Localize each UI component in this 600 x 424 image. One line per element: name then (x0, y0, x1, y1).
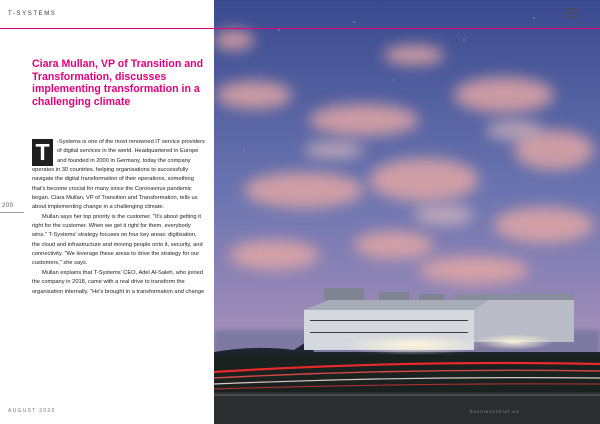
page-number-rule (0, 212, 24, 213)
article-body (32, 138, 206, 297)
article-headline: Ciara Mullan, VP of Transition and Transformation, discusses implementing transformation in a challenging climate (32, 58, 204, 108)
header-rule (0, 28, 600, 29)
article-paragraph: -Systems is one of the most renowned IT service providers of digital services in the world. Headquartered in Europe and founded in 2000 in Germany, today the company operates in 30 countries, helping organisations to successfully navigate the digital transformation of their operations, something that's become crucial for many since the Coronavirus pandemic began. Ciara Mullan, VP of Transition and Transformation, tells us about implementing change in a challenging climate. (32, 139, 205, 211)
hamburger-menu-icon[interactable] (565, 8, 578, 20)
data-center-photo (214, 0, 600, 424)
page-number: 200 (2, 203, 14, 209)
text-column (0, 0, 214, 424)
drop-cap: T (32, 139, 53, 166)
brand-label: T-SYSTEMS (8, 11, 57, 17)
footer-site: businesschief.eu (470, 409, 520, 414)
issue-date: AUGUST 2020 (8, 408, 56, 414)
article-paragraph: Mullan says her top priority is the customer. "It's about getting it right for the customer. When we get it right for them, everybody wins." T-Systems' strategy focuses on four key areas: digitisation, the cloud and infrastructure and moving people onto it, security, and connectivity. "We leverage these areas to drive the strategy for our customers," she says. (32, 213, 203, 267)
article-paragraph: Mullan explains that T-Systems' CEO, Adel Al-Saleh, who joined the company in 2018, came with a real drive to transform the organisation internally. "He's brought in a transformation and change (32, 269, 205, 295)
